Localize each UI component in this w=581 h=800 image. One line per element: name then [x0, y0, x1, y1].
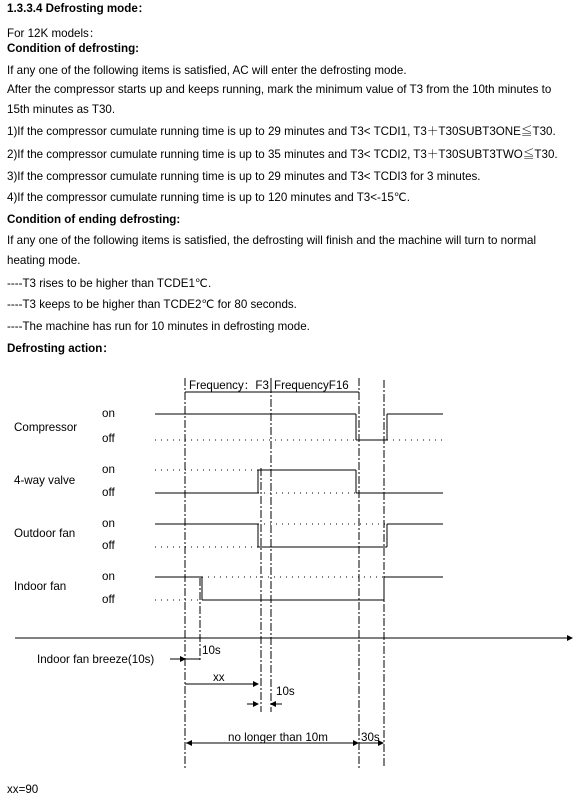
valve-10s-label: 10s	[276, 685, 295, 698]
condition-item-3: 3)If the compressor cumulate running time is up to 29 minutes and T3< TCDI3 for 3 minutes.	[7, 170, 481, 183]
diagram-lines	[15, 378, 572, 768]
row-label-compressor: Compressor	[14, 421, 78, 434]
compressor-on-label: on	[102, 407, 115, 420]
condition-item-1: 1)If the compressor cumulate running time is up to 29 minutes and T3< TCDI1, T3＋T30SUBT3ONE≦T30.	[7, 125, 556, 138]
t30-note: After the compressor starts up and keeps running, mark the minimum value of T3 from the 10th minutes to 15th minutes as T30.	[7, 83, 552, 116]
valve-off-label: off	[102, 486, 115, 499]
compressor-off-label: off	[102, 432, 115, 445]
xx-label: xx	[213, 671, 225, 684]
row-label-outdoor-fan: Outdoor fan	[14, 527, 76, 540]
valve-on-label: on	[102, 463, 115, 476]
freq-label-f3: Frequency：F3	[189, 379, 269, 392]
models-label: For 12K models：	[7, 27, 101, 40]
condition-intro: If any one of the following items is satisfied, AC will enter the defrosting mode.	[7, 64, 407, 77]
row-label-4way-valve: 4-way valve	[14, 474, 76, 487]
outdoor-fan-on-label: on	[102, 517, 115, 530]
condition-heading: Condition of defrosting:	[7, 42, 140, 55]
section-heading: 1.3.3.4 Defrosting mode：	[7, 2, 150, 15]
breeze-label: Indoor fan breeze(10s)	[37, 653, 155, 666]
ending-heading: Condition of ending defrosting:	[7, 213, 181, 226]
ending-item-3: ----The machine has run for 10 minutes in defrosting mode.	[7, 320, 310, 333]
delay-30s-label: 30s	[361, 731, 380, 744]
outdoor-fan-off-label: off	[102, 539, 115, 552]
ending-intro: If any one of the following items is satisfied, the defrosting will finish and the machine will turn to normal heating mode.	[7, 234, 537, 267]
max-duration-label: no longer than 10m	[228, 731, 328, 744]
condition-item-2: 2)If the compressor cumulate running time is up to 35 minutes and T3< TCDI2, T3＋T30SUBT3TWO≦T30.	[7, 148, 558, 161]
action-heading: Defrosting action：	[7, 342, 114, 355]
condition-item-4: 4)If the compressor cumulate running time is up to 120 minutes and T3<-15℃.	[7, 191, 411, 204]
footer-xx-note: xx=90	[7, 783, 39, 796]
indoor-fan-on-label: on	[102, 570, 115, 583]
freq-label-f16: FrequencyF16	[274, 379, 349, 392]
ending-item-2: ----T3 keeps to be higher than TCDE2℃ for 80 seconds.	[7, 298, 297, 311]
indoor-fan-off-label: off	[102, 593, 115, 606]
row-label-indoor-fan: Indoor fan	[14, 580, 67, 593]
breeze-10s-label: 10s	[202, 644, 221, 657]
ending-item-1: ----T3 rises to be higher than TCDE1℃.	[7, 277, 212, 290]
